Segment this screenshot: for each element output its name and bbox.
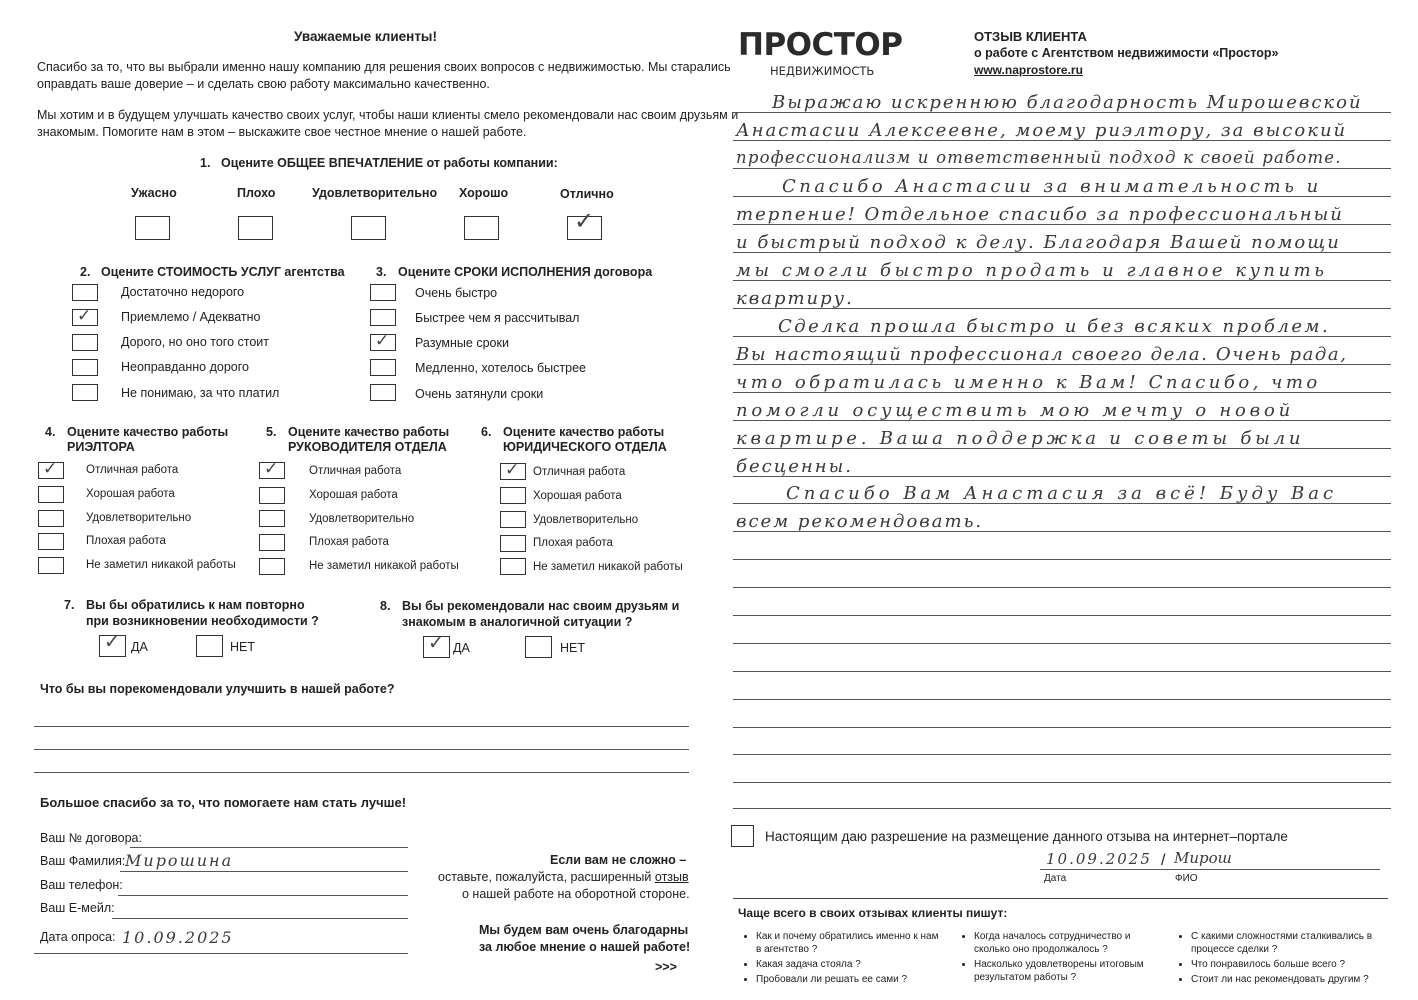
review-line[interactable]: помогли осуществить мою мечту о новой — [736, 400, 1294, 421]
q8-no-label: НЕТ — [560, 641, 585, 655]
prostor-logo — [738, 27, 920, 79]
q7-yes-checkbox[interactable] — [99, 631, 126, 657]
review-link[interactable]: отзыв — [654, 870, 689, 884]
q8-yes-label: ДА — [453, 641, 470, 655]
q8-number: 8. — [380, 599, 391, 613]
checkmark-icon: ✓ — [43, 459, 58, 479]
date-label: Дата опроса: — [40, 930, 116, 944]
checkmark-icon: ✓ — [574, 207, 595, 235]
section-divider — [733, 898, 1388, 899]
review-rule-18 — [733, 587, 1391, 588]
review-line[interactable]: Сделка прошла быстро и без всяких проблем. — [778, 316, 1331, 337]
q2-option-2: Приемлемо / Адекватно — [121, 310, 261, 324]
sign-fio-label: ФИО — [1175, 873, 1198, 884]
review-rule-24 — [733, 754, 1391, 755]
q1-checkbox-2[interactable] — [238, 216, 273, 240]
q6-title-2: ЮРИДИЧЕСКОГО ОТДЕЛА — [503, 440, 667, 454]
contract-label: Ваш № договора: — [40, 831, 142, 845]
q8-title-1: Вы бы рекомендовали нас своим друзьям и — [402, 599, 680, 613]
sign-date-value[interactable]: 10.09.2025 — [1046, 850, 1152, 868]
bullets-column-1 — [742, 930, 942, 988]
review-line[interactable]: Анастасии Алексеевне, моему риэлтору, за высокий — [736, 120, 1348, 141]
checkmark-icon: ✓ — [104, 631, 120, 653]
q2-number: 2. — [80, 265, 91, 279]
review-rule-26 — [733, 808, 1391, 809]
checkmark-icon: ✓ — [264, 459, 279, 479]
review-line[interactable]: Спасибо Анастасии за внимательность и — [782, 176, 1322, 197]
q7-yes-label: ДА — [131, 640, 148, 654]
often-title: Чаще всего в своих отзывах клиенты пишут: — [738, 906, 1008, 920]
q1-checkbox-3[interactable] — [351, 216, 386, 240]
date-value[interactable]: 10.09.2025 — [122, 928, 234, 947]
q4-option-4: Плохая работа — [86, 535, 166, 547]
q3-option-2: Быстрее чем я рассчитывал — [415, 311, 580, 325]
q7-title-2: при возникновении необходимости ? — [86, 614, 319, 628]
q1-option-label-1: Ужасно — [131, 186, 177, 200]
intro-line-4: знакомым. Помогите нам в этом – выскажите свое честное мнение о нашей работе. — [37, 125, 527, 139]
sign-date-label: Дата — [1044, 873, 1067, 884]
q3-checkbox-4[interactable] — [370, 359, 396, 376]
q5-option-3: Удовлетворительно — [309, 513, 415, 525]
q1-option-label-5: Отлично — [560, 187, 614, 201]
q6-checkbox-5[interactable] — [500, 558, 526, 575]
q5-title-2: РУКОВОДИТЕЛЯ ОТДЕЛА — [288, 440, 447, 454]
q7-no-checkbox[interactable] — [196, 635, 223, 657]
q3-option-5: Очень затянули сроки — [415, 387, 544, 401]
checkmark-icon: ✓ — [505, 460, 520, 480]
review-line[interactable]: квартиру. — [736, 288, 854, 309]
q4-checkbox-3[interactable] — [38, 510, 64, 527]
bullet-item: • С какими сложностями сталкивались в процессе сделки ? — [1191, 930, 1377, 956]
header-subtitle: о работе с Агентством недвижимости «Простор» — [974, 46, 1279, 60]
header-url[interactable]: www.naprostore.ru — [974, 63, 1083, 77]
bullet-item: • Стоит ли нас рекомендовать другим ? — [1191, 973, 1377, 986]
improve-line-2[interactable] — [34, 749, 689, 750]
surname-value[interactable]: Мирошина — [125, 851, 234, 870]
q4-option-1: Отличная работа — [86, 464, 179, 476]
side-note-line-2: о нашей работе на оборотной стороне. — [462, 887, 690, 901]
intro-line-3: Мы хотим и в будущем улучшать качество своих услуг, чтобы наши клиенты смело рекомендовали нас своим друзьям и — [37, 108, 739, 122]
q6-option-5: Не заметил никакой работы — [533, 561, 683, 573]
logo-sub: НЕДВИЖИМОСТЬ — [770, 64, 875, 78]
review-line[interactable]: Выражаю искреннюю благодарность Мирошевской — [772, 92, 1363, 113]
consent-checkbox[interactable] — [731, 825, 754, 847]
q5-checkbox-1[interactable] — [259, 459, 285, 479]
q5-checkbox-2[interactable] — [259, 487, 285, 504]
grateful-line-1: Мы будем вам очень благодарны — [479, 923, 689, 937]
review-rule-20 — [733, 643, 1391, 644]
q5-title-1: Оцените качество работы — [288, 425, 450, 439]
q6-title-1: Оцените качество работы — [503, 425, 665, 439]
q5-checkbox-5[interactable] — [259, 558, 285, 575]
q1-checkbox-5[interactable] — [567, 207, 602, 240]
q6-checkbox-3[interactable] — [500, 511, 526, 528]
side-note-text: оставьте, пожалуйста, расширенный — [438, 870, 652, 884]
q4-title-2: РИЭЛТОРА — [67, 440, 135, 454]
q2-option-4: Неоправданно дорого — [121, 360, 249, 374]
improve-line-3[interactable] — [34, 772, 689, 773]
q4-title-1: Оцените качество работы — [67, 425, 229, 439]
header-title: ОТЗЫВ КЛИЕНТА — [974, 29, 1087, 44]
q6-checkbox-4[interactable] — [500, 535, 526, 552]
q6-option-4: Плохая работа — [533, 537, 613, 549]
email-label: Ваш Е-мейл: — [40, 901, 115, 915]
intro-line-2: оправдать ваше доверие – и сделать свою работу максимально качественно. — [37, 77, 490, 91]
q4-number: 4. — [45, 425, 56, 439]
bullet-item: • Какая задача стояла ? — [756, 958, 942, 971]
q6-checkbox-2[interactable] — [500, 487, 526, 504]
q5-checkbox-4[interactable] — [259, 534, 285, 551]
q4-checkbox-4[interactable] — [38, 533, 64, 550]
q3-number: 3. — [376, 265, 387, 279]
side-note-line-1 — [438, 870, 689, 884]
q6-number: 6. — [481, 425, 492, 439]
review-line[interactable]: мы смогли быстро продать и главное купить — [736, 260, 1328, 281]
checkmark-icon: ✓ — [77, 306, 92, 326]
q6-option-1: Отличная работа — [533, 466, 626, 478]
contract-field[interactable] — [130, 847, 408, 848]
q3-title: Оцените СРОКИ ИСПОЛНЕНИЯ договора — [398, 265, 653, 279]
review-rule-19 — [733, 615, 1391, 616]
review-rule-3 — [733, 168, 1391, 169]
thanks-heading: Большое спасибо за то, что помогаете нам стать лучше! — [40, 795, 407, 810]
q3-checkbox-5[interactable] — [370, 384, 396, 401]
improve-line-1[interactable] — [34, 726, 689, 727]
q5-checkbox-3[interactable] — [259, 510, 285, 527]
sign-separator: / — [1161, 852, 1166, 869]
signature-line[interactable] — [1040, 869, 1380, 870]
review-line[interactable]: Вы настоящий профессионал своего дела. Очень рада, — [736, 344, 1348, 365]
q5-option-5: Не заметил никакой работы — [309, 560, 459, 572]
review-rule-23 — [733, 727, 1391, 728]
q6-checkbox-1[interactable] — [500, 460, 526, 480]
q2-checkbox-4[interactable] — [72, 359, 98, 376]
q6-option-3: Удовлетворительно — [533, 514, 639, 526]
surname-label: Ваш Фамилия: — [40, 854, 126, 868]
review-rule-21 — [733, 671, 1391, 672]
q4-option-3: Удовлетворительно — [86, 512, 192, 524]
email-field[interactable] — [112, 918, 408, 919]
q3-checkbox-3[interactable] — [370, 331, 396, 351]
q5-option-1: Отличная работа — [309, 465, 402, 477]
q1-option-label-3: Удовлетворительно — [312, 186, 438, 200]
q1-title: Оцените ОБЩЕЕ ВПЕЧАТЛЕНИЕ от работы компании: — [221, 156, 558, 170]
q1-option-label-2: Плохо — [237, 186, 276, 200]
improve-question: Что бы вы порекомендовали улучшить в нашей работе? — [40, 682, 395, 696]
bullet-item: • Насколько удовлетворены итоговым результатом работы ? — [974, 958, 1160, 984]
q3-checkbox-1[interactable] — [370, 284, 396, 301]
q2-checkbox-1[interactable] — [72, 284, 98, 301]
review-rule-22 — [733, 699, 1391, 700]
q4-option-2: Хорошая работа — [86, 488, 175, 500]
q7-number: 7. — [64, 598, 75, 612]
q2-checkbox-3[interactable] — [72, 334, 98, 351]
q4-checkbox-5[interactable] — [38, 557, 64, 574]
review-line[interactable]: бесценны. — [736, 456, 854, 477]
bullet-item: • Пробовали ли решать ее сами ? — [756, 973, 942, 986]
q8-no-checkbox[interactable] — [525, 636, 552, 658]
bullets-column-3 — [1177, 930, 1377, 988]
review-rule-25 — [733, 782, 1391, 783]
q7-title-1: Вы бы обратились к нам повторно — [86, 598, 305, 612]
q2-checkbox-2[interactable] — [72, 306, 98, 326]
phone-field[interactable] — [118, 895, 408, 896]
review-line[interactable]: терпение! Отдельное спасибо за профессиональный — [736, 204, 1344, 225]
checkmark-icon: ✓ — [428, 632, 444, 654]
intro-line-1: Спасибо за то, что вы выбрали именно нашу компанию для решения своих вопросов с недвижимостью. Мы старались — [37, 60, 731, 74]
q1-checkbox-1[interactable] — [135, 216, 170, 240]
signature[interactable]: Мирош — [1174, 849, 1232, 867]
logo-name: ПРОСТОР — [738, 27, 903, 63]
q3-option-3: Разумные сроки — [415, 336, 509, 350]
q2-option-5: Не понимаю, за что платил — [121, 386, 280, 400]
q7-no-label: НЕТ — [230, 640, 255, 654]
bullets-column-2 — [960, 930, 1160, 986]
q6-option-2: Хорошая работа — [533, 490, 622, 502]
date-field[interactable] — [34, 953, 408, 954]
q3-option-1: Очень быстро — [415, 286, 498, 300]
q1-number: 1. — [200, 156, 211, 170]
q1-option-label-4: Хорошо — [459, 186, 509, 200]
review-line[interactable]: всем рекомендовать. — [736, 511, 984, 532]
review-rule-17 — [733, 559, 1391, 560]
bullet-item: • Что понравилось больше всего ? — [1191, 958, 1377, 971]
review-line[interactable]: Спасибо Вам Анастасия за всё! Буду Вас — [786, 483, 1338, 504]
surname-field[interactable] — [120, 871, 408, 872]
consent-text: Настоящим даю разрешение на размещение данного отзыва на интернет–портале — [765, 829, 1288, 844]
grateful-line-2: за любое мнение о нашей работе! — [479, 940, 691, 954]
q3-option-4: Медленно, хотелось быстрее — [415, 361, 586, 375]
q4-option-5: Не заметил никакой работы — [86, 559, 236, 571]
q4-checkbox-1[interactable] — [38, 459, 64, 479]
q8-yes-checkbox[interactable] — [423, 632, 450, 658]
review-line[interactable]: квартире. Ваша поддержка и советы были — [736, 428, 1305, 449]
next-page-arrows[interactable]: >>> — [655, 960, 677, 974]
q5-option-2: Хорошая работа — [309, 489, 398, 501]
q2-checkbox-5[interactable] — [72, 384, 98, 401]
q2-option-3: Дорого, но оно того стоит — [121, 335, 269, 349]
q2-title: Оцените СТОИМОСТЬ УСЛУГ агентства — [101, 265, 345, 279]
q5-number: 5. — [266, 425, 277, 439]
bullet-item: • Когда началось сотрудничество и сколько оно продолжалось ? — [974, 930, 1160, 956]
side-note-title: Если вам не сложно – — [550, 853, 687, 867]
review-line[interactable]: и быстрый подход к делу. Благодаря Вашей помощи — [736, 232, 1341, 253]
bullet-item: • Как и почему обратились именно к нам в агентство ? — [756, 930, 942, 956]
phone-label: Ваш телефон: — [40, 878, 123, 892]
q3-checkbox-2[interactable] — [370, 309, 396, 326]
q4-checkbox-2[interactable] — [38, 486, 64, 503]
q1-checkbox-4[interactable] — [464, 216, 499, 240]
q8-title-2: знакомым в аналогичной ситуации ? — [402, 615, 633, 629]
greeting: Уважаемые клиенты! — [294, 29, 437, 44]
q2-option-1: Достаточно недорого — [121, 285, 245, 299]
review-line[interactable]: что обратилась именно к Вам! Спасибо, что — [736, 372, 1321, 393]
q5-option-4: Плохая работа — [309, 536, 389, 548]
review-line[interactable]: профессионализм и ответственный подход к своей работе. — [736, 148, 1342, 167]
checkmark-icon: ✓ — [375, 331, 390, 351]
